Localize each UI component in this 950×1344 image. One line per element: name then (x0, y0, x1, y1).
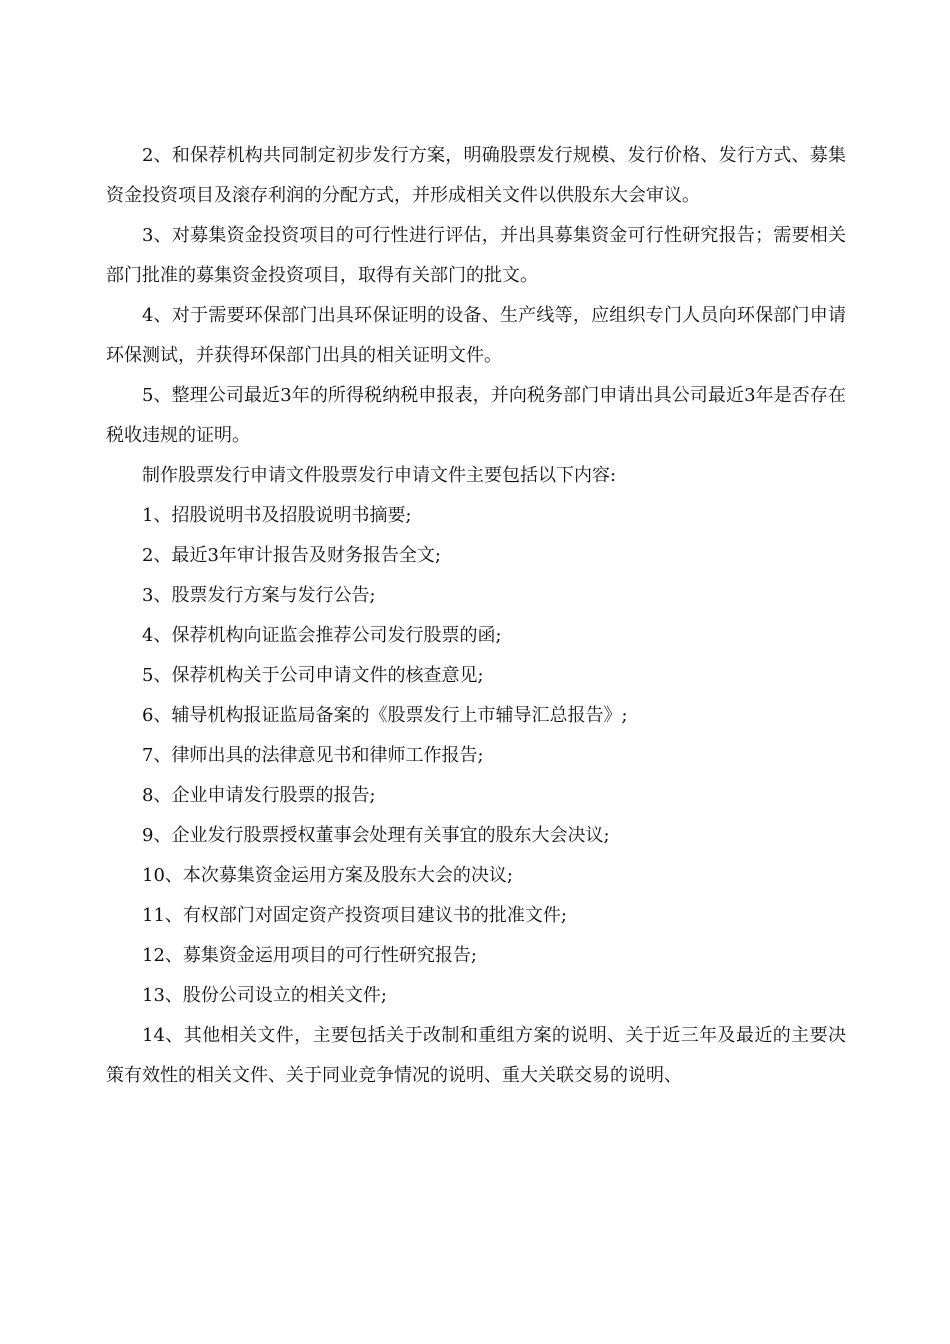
paragraph-step-4: 4、对于需要环保部门出具环保证明的设备、生产线等，应组织专门人员向环保部门申请环保测试，并获得环保部门出具的相关证明文件。 (106, 305, 846, 366)
list-item: 3、股票发行方案与发行公告; (142, 585, 376, 606)
paragraph-application-intro: 制作股票发行申请文件股票发行申请文件主要包括以下内容: (142, 465, 617, 486)
list-item: 4、保荐机构向证监会推荐公司发行股票的函; (142, 625, 502, 646)
list-item: 8、企业申请发行股票的报告; (142, 785, 376, 806)
list-item: 1、招股说明书及招股说明书摘要; (142, 505, 412, 526)
list-item: 11、有权部门对固定资产投资项目建议书的批准文件; (142, 905, 567, 926)
paragraph-step-5: 5、整理公司最近3年的所得税纳税申报表，并向税务部门申请出具公司最近3年是否存在税收违规的证明。 (106, 385, 846, 446)
list-item: 7、律师出具的法律意见书和律师工作报告; (142, 745, 484, 766)
paragraph-step-3: 3、对募集资金投资项目的可行性进行评估，并出具募集资金可行性研究报告；需要相关部门批准的募集资金投资项目，取得有关部门的批文。 (106, 225, 846, 286)
list-item: 5、保荐机构关于公司申请文件的核查意见; (142, 665, 484, 686)
list-item: 13、股份公司设立的相关文件; (142, 985, 387, 1006)
list-item: 6、辅导机构报证监局备案的《股票发行上市辅导汇总报告》; (142, 705, 628, 726)
paragraph-step-2: 2、和保荐机构共同制定初步发行方案，明确股票发行规模、发行价格、发行方式、募集资金投资项目及滚存利润的分配方式，并形成相关文件以供股东大会审议。 (106, 145, 846, 206)
list-item: 9、企业发行股票授权董事会处理有关事宜的股东大会决议; (142, 825, 610, 846)
list-item: 2、最近3年审计报告及财务报告全文; (142, 545, 441, 566)
list-item: 12、募集资金运用项目的可行性研究报告; (142, 945, 477, 966)
list-item: 14、其他相关文件，主要包括关于改制和重组方案的说明、关于近三年及最近的主要决策有效性的相关文件、关于同业竞争情况的说明、重大关联交易的说明、 (106, 1025, 846, 1086)
document-body (106, 136, 846, 1096)
list-item: 10、本次募集资金运用方案及股东大会的决议; (142, 865, 513, 886)
